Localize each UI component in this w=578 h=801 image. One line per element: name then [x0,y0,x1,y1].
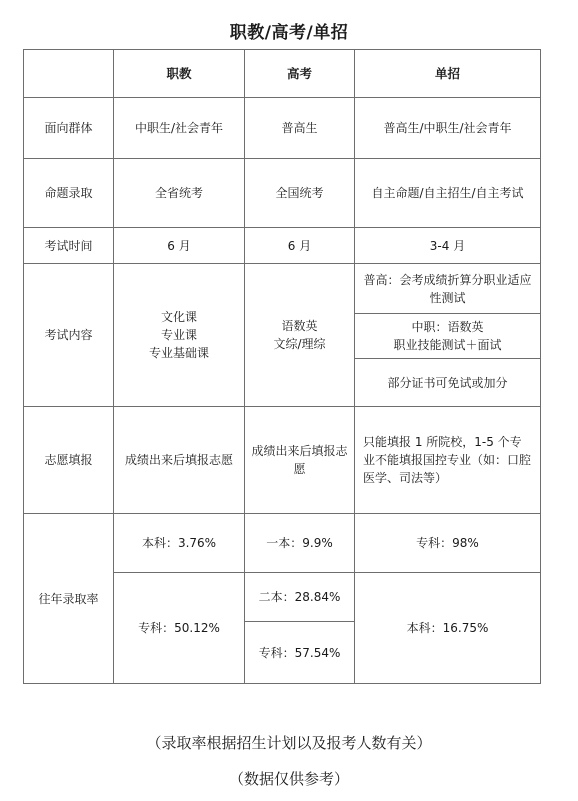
header-zhijiao: 职教 [114,50,245,98]
table-row [24,407,541,514]
cell-zhijiao-content: 文化课 专业课 专业基础课 [114,264,245,407]
table-row [24,159,541,228]
cell-gaokao-group: 普高生 [245,98,355,159]
footnote-admission: （录取率根据招生计划以及报考人数有关） [146,734,432,752]
cell-zhijiao-rate-2: 专科：50.12% [114,573,245,684]
table-row [24,228,541,264]
cell-danzhao-application: 只能填报 1 所院校，1-5 个专业不能填报国控专业（如：口腔医学、司法等） [355,407,541,514]
cell-zhijiao-time: 6 月 [114,228,245,264]
cell-zhijiao-application: 成绩出来后填报志愿 [114,407,245,514]
row-label-group: 面向群体 [24,98,114,159]
row-label-content: 考试内容 [24,264,114,407]
cell-danzhao-content-2: 中职：语数英 职业技能测试＋面试 [355,314,541,359]
row-label-application: 志愿填报 [24,407,114,514]
cell-zhijiao-proposition: 全省统考 [114,159,245,228]
cell-gaokao-time: 6 月 [245,228,355,264]
cell-danzhao-proposition: 自主命题/自主招生/自主考试 [355,159,541,228]
cell-danzhao-rate-2: 本科：16.75% [355,573,541,684]
table-row [24,514,541,573]
page-title: 职教/高考/单招 [229,23,349,43]
header-row [24,50,541,98]
cell-zhijiao-rate-1: 本科：3.76% [114,514,245,573]
cell-gaokao-rate-2: 二本：28.84% [245,573,355,622]
header-danzhao: 单招 [355,50,541,98]
row-label-time: 考试时间 [24,228,114,264]
cell-gaokao-rate-3: 专科：57.54% [245,622,355,684]
table-row [24,264,541,314]
table-row [24,98,541,159]
cell-danzhao-time: 3-4 月 [355,228,541,264]
cell-danzhao-rate-1: 专科：98% [355,514,541,573]
comparison-table [23,49,541,684]
header-empty [24,50,114,98]
cell-gaokao-content: 语数英 文综/理综 [245,264,355,407]
cell-gaokao-rate-1: 一本：9.9% [245,514,355,573]
row-label-proposition: 命题录取 [24,159,114,228]
cell-gaokao-proposition: 全国统考 [245,159,355,228]
footnote-reference: （数据仅供参考） [228,770,349,788]
cell-danzhao-group: 普高生/中职生/社会青年 [355,98,541,159]
cell-zhijiao-group: 中职生/社会青年 [114,98,245,159]
cell-danzhao-content-3: 部分证书可免试或加分 [355,359,541,407]
cell-gaokao-application: 成绩出来后填报志愿 [245,407,355,514]
row-label-rate: 往年录取率 [24,514,114,684]
cell-danzhao-content-1: 普高：会考成绩折算分职业适应性测试 [355,264,541,314]
header-gaokao: 高考 [245,50,355,98]
